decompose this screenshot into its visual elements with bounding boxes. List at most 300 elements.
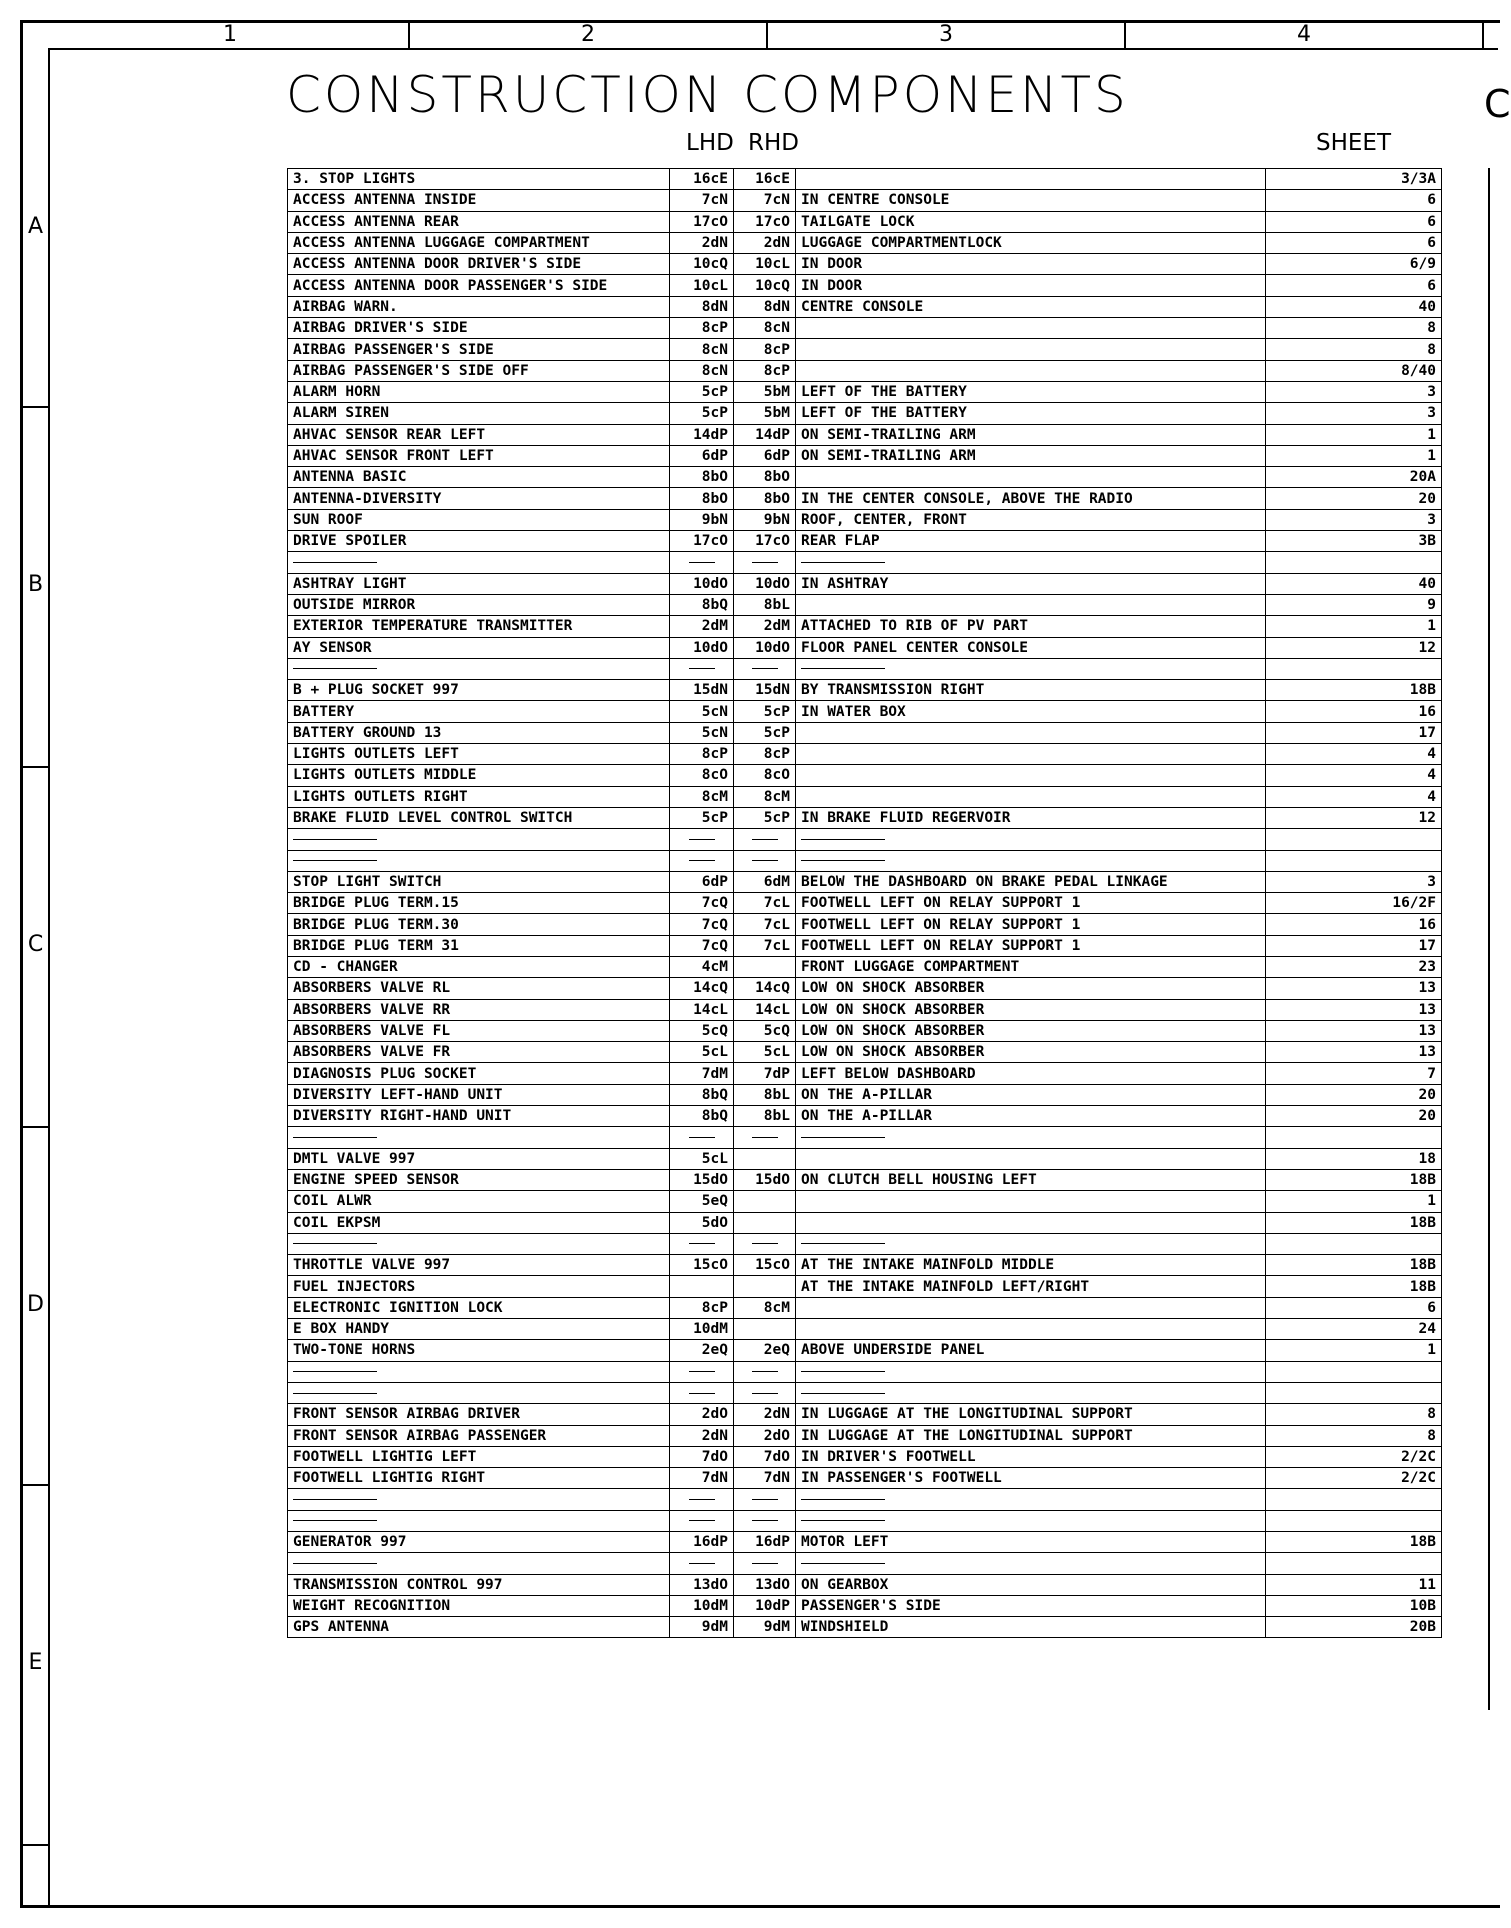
lhd-location-cell: 10dO [670, 573, 734, 594]
rhd-location-cell: 10dO [734, 637, 796, 658]
installation-location-cell: BELOW THE DASHBOARD ON BRAKE PEDAL LINKAGE [796, 871, 1266, 892]
lhd-location-cell: 8bO [670, 488, 734, 509]
sheet-number-cell: 3 [1266, 509, 1442, 530]
table-row [288, 573, 1442, 594]
sheet-number-cell: 40 [1266, 573, 1442, 594]
rhd-location-cell [734, 1191, 796, 1212]
component-name-cell: THROTTLE VALVE 997 [288, 1255, 670, 1276]
component-name-cell [288, 1510, 670, 1531]
grid-row-divider [23, 1126, 48, 1128]
component-name-cell: GENERATOR 997 [288, 1532, 670, 1553]
sheet-number-cell: 8 [1266, 1404, 1442, 1425]
installation-location-cell [796, 1553, 1266, 1574]
grid-column-divider [408, 22, 410, 48]
component-name-cell: ACCESS ANTENNA INSIDE [288, 190, 670, 211]
lhd-location-cell: 2eQ [670, 1340, 734, 1361]
installation-location-cell: ROOF, CENTER, FRONT [796, 509, 1266, 530]
table-row [288, 169, 1442, 190]
grid-row-marker: D [27, 1292, 44, 1317]
table-row-blank [288, 1510, 1442, 1531]
table-row [288, 1574, 1442, 1595]
table-row [288, 722, 1442, 743]
installation-location-cell: ON CLUTCH BELL HOUSING LEFT [796, 1169, 1266, 1190]
sheet-number-cell [1266, 1127, 1442, 1148]
sheet-number-cell: 11 [1266, 1574, 1442, 1595]
lhd-location-cell: 8cP [670, 744, 734, 765]
table-row-blank [288, 1233, 1442, 1254]
table-row [288, 1425, 1442, 1446]
table-row [288, 1084, 1442, 1105]
placeholder-dash [689, 1499, 715, 1500]
grid-column-marker: 2 [581, 22, 595, 47]
sheet-number-cell: 6 [1266, 190, 1442, 211]
rhd-location-cell: 7cL [734, 914, 796, 935]
table-row [288, 1020, 1442, 1041]
component-name-cell: BATTERY GROUND 13 [288, 722, 670, 743]
lhd-location-cell [670, 1233, 734, 1254]
table-row [288, 1191, 1442, 1212]
sheet-number-cell: 18B [1266, 1255, 1442, 1276]
table-row [288, 1106, 1442, 1127]
rhd-location-cell [734, 1212, 796, 1233]
placeholder-dash [752, 1393, 778, 1394]
installation-location-cell: FOOTWELL LEFT ON RELAY SUPPORT 1 [796, 935, 1266, 956]
lhd-location-cell: 5cP [670, 807, 734, 828]
component-name-cell [288, 1553, 670, 1574]
sheet-number-cell: 1 [1266, 424, 1442, 445]
component-name-cell: BRIDGE PLUG TERM 31 [288, 935, 670, 956]
rhd-location-cell: 14dP [734, 424, 796, 445]
lhd-location-cell: 7dO [670, 1446, 734, 1467]
rhd-location-cell: 6dM [734, 871, 796, 892]
table-row [288, 637, 1442, 658]
placeholder-dash [801, 839, 885, 840]
installation-location-cell: IN DOOR [796, 254, 1266, 275]
component-name-cell: CD - CHANGER [288, 956, 670, 977]
component-name-cell: OUTSIDE MIRROR [288, 594, 670, 615]
header-lhd: LHD [686, 130, 734, 156]
rhd-location-cell [734, 1553, 796, 1574]
lhd-location-cell [670, 1510, 734, 1531]
placeholder-dash [801, 1393, 885, 1394]
placeholder-dash [752, 860, 778, 861]
grid-row-marker: B [27, 572, 44, 597]
sheet-number-cell: 1 [1266, 1340, 1442, 1361]
installation-location-cell: CENTRE CONSOLE [796, 296, 1266, 317]
table-row [288, 1212, 1442, 1233]
installation-location-cell: FLOOR PANEL CENTER CONSOLE [796, 637, 1266, 658]
component-name-cell: TRANSMISSION CONTROL 997 [288, 1574, 670, 1595]
sheet-number-cell: 8 [1266, 318, 1442, 339]
placeholder-dash [689, 839, 715, 840]
table-row [288, 1617, 1442, 1638]
component-name-cell: ABSORBERS VALVE RR [288, 999, 670, 1020]
sheet-number-cell: 13 [1266, 978, 1442, 999]
lhd-location-cell: 8bQ [670, 1106, 734, 1127]
rhd-location-cell: 8cM [734, 1297, 796, 1318]
sheet-number-cell [1266, 1553, 1442, 1574]
sheet-number-cell: 18B [1266, 1169, 1442, 1190]
placeholder-dash [689, 1563, 715, 1564]
component-name-cell [288, 1382, 670, 1403]
sheet-number-cell: 3 [1266, 871, 1442, 892]
table-row [288, 488, 1442, 509]
sheet-number-cell [1266, 850, 1442, 871]
header-rhd: RHD [748, 130, 799, 156]
table-row-blank [288, 829, 1442, 850]
table-row [288, 445, 1442, 466]
table-row [288, 616, 1442, 637]
placeholder-dash [293, 1520, 377, 1521]
installation-location-cell: BY TRANSMISSION RIGHT [796, 680, 1266, 701]
table-row [288, 1319, 1442, 1340]
sheet-number-cell: 8 [1266, 1425, 1442, 1446]
rhd-location-cell [734, 1127, 796, 1148]
installation-location-cell: LOW ON SHOCK ABSORBER [796, 1042, 1266, 1063]
lhd-location-cell: 8cN [670, 339, 734, 360]
grid-column-marker: 3 [939, 22, 953, 47]
sheet-number-cell: 1 [1266, 1191, 1442, 1212]
grid-row-divider [23, 1484, 48, 1486]
component-name-cell: SUN ROOF [288, 509, 670, 530]
lhd-location-cell [670, 1361, 734, 1382]
lhd-location-cell: 2dM [670, 616, 734, 637]
installation-location-cell: LOW ON SHOCK ABSORBER [796, 978, 1266, 999]
lhd-location-cell: 15dO [670, 1169, 734, 1190]
lhd-location-cell: 5dO [670, 1212, 734, 1233]
placeholder-dash [293, 1393, 377, 1394]
placeholder-dash [801, 1499, 885, 1500]
table-row [288, 1595, 1442, 1616]
installation-location-cell: ON SEMI-TRAILING ARM [796, 424, 1266, 445]
rhd-location-cell: 8cO [734, 765, 796, 786]
lhd-location-cell: 5cL [670, 1042, 734, 1063]
component-name-cell: AIRBAG WARN. [288, 296, 670, 317]
cut-off-title-letter: C [1484, 82, 1511, 126]
installation-location-cell: MOTOR LEFT [796, 1532, 1266, 1553]
placeholder-dash [752, 1499, 778, 1500]
component-name-cell: FRONT SENSOR AIRBAG DRIVER [288, 1404, 670, 1425]
table-row [288, 786, 1442, 807]
rhd-location-cell: 8bO [734, 467, 796, 488]
placeholder-dash [752, 1371, 778, 1372]
rhd-location-cell: 8bO [734, 488, 796, 509]
installation-location-cell [796, 1191, 1266, 1212]
rhd-location-cell: 7cL [734, 935, 796, 956]
placeholder-dash [293, 1137, 377, 1138]
installation-location-cell: WINDSHIELD [796, 1617, 1266, 1638]
lhd-location-cell: 2dN [670, 1425, 734, 1446]
lhd-location-cell: 8dN [670, 296, 734, 317]
placeholder-dash [689, 1137, 715, 1138]
table-row [288, 509, 1442, 530]
sheet-number-cell: 12 [1266, 807, 1442, 828]
installation-location-cell [796, 1233, 1266, 1254]
lhd-location-cell [670, 829, 734, 850]
table-row [288, 594, 1442, 615]
component-name-cell: AHVAC SENSOR FRONT LEFT [288, 445, 670, 466]
installation-location-cell: REAR FLAP [796, 531, 1266, 552]
component-name-cell [288, 1233, 670, 1254]
table-row-blank [288, 1382, 1442, 1403]
grid-column-marker: 4 [1297, 22, 1311, 47]
component-name-cell: ELECTRONIC IGNITION LOCK [288, 1297, 670, 1318]
lhd-location-cell: 17cO [670, 211, 734, 232]
components-table [287, 168, 1442, 1638]
installation-location-cell [796, 467, 1266, 488]
component-name-cell: DRIVE SPOILER [288, 531, 670, 552]
placeholder-dash [801, 1563, 885, 1564]
lhd-location-cell: 5cQ [670, 1020, 734, 1041]
rhd-location-cell: 13dO [734, 1574, 796, 1595]
rhd-location-cell [734, 1382, 796, 1403]
placeholder-dash [752, 562, 778, 563]
placeholder-dash [689, 1393, 715, 1394]
rhd-location-cell: 15dN [734, 680, 796, 701]
sheet-number-cell [1266, 1382, 1442, 1403]
rhd-location-cell: 8bL [734, 1106, 796, 1127]
installation-location-cell: AT THE INTAKE MAINFOLD LEFT/RIGHT [796, 1276, 1266, 1297]
sheet-number-cell: 6/9 [1266, 254, 1442, 275]
placeholder-dash [293, 1371, 377, 1372]
placeholder-dash [801, 860, 885, 861]
component-name-cell: ACCESS ANTENNA LUGGAGE COMPARTMENT [288, 232, 670, 253]
installation-location-cell [796, 1127, 1266, 1148]
placeholder-dash [293, 1243, 377, 1244]
table-row [288, 1404, 1442, 1425]
sheet-number-cell: 20B [1266, 1617, 1442, 1638]
rhd-location-cell: 8cN [734, 318, 796, 339]
rhd-location-cell: 2dN [734, 1404, 796, 1425]
lhd-location-cell [670, 552, 734, 573]
rhd-location-cell: 10cQ [734, 275, 796, 296]
table-row-blank [288, 552, 1442, 573]
sheet-number-cell: 13 [1266, 1020, 1442, 1041]
sheet-number-cell: 18B [1266, 680, 1442, 701]
table-row [288, 190, 1442, 211]
component-name-cell: BRIDGE PLUG TERM.15 [288, 893, 670, 914]
sheet-number-cell [1266, 1489, 1442, 1510]
installation-location-cell: ON SEMI-TRAILING ARM [796, 445, 1266, 466]
component-name-cell: TWO-TONE HORNS [288, 1340, 670, 1361]
rhd-location-cell: 5bM [734, 381, 796, 402]
component-name-cell: COIL ALWR [288, 1191, 670, 1212]
component-name-cell: AIRBAG DRIVER'S SIDE [288, 318, 670, 339]
lhd-location-cell [670, 1276, 734, 1297]
rhd-location-cell: 10dP [734, 1595, 796, 1616]
installation-location-cell: LEFT OF THE BATTERY [796, 403, 1266, 424]
installation-location-cell [796, 1319, 1266, 1340]
component-name-cell: ANTENNA-DIVERSITY [288, 488, 670, 509]
rhd-location-cell: 5cP [734, 722, 796, 743]
placeholder-dash [801, 1243, 885, 1244]
rhd-location-cell [734, 552, 796, 573]
sheet-number-cell: 6 [1266, 275, 1442, 296]
installation-location-cell: ON THE A-PILLAR [796, 1084, 1266, 1105]
placeholder-dash [293, 839, 377, 840]
installation-location-cell [796, 1148, 1266, 1169]
table-row [288, 467, 1442, 488]
table-row [288, 381, 1442, 402]
placeholder-dash [752, 1243, 778, 1244]
installation-location-cell: IN THE CENTER CONSOLE, ABOVE THE RADIO [796, 488, 1266, 509]
table-row [288, 999, 1442, 1020]
table-row [288, 211, 1442, 232]
table-row [288, 424, 1442, 445]
table-row [288, 765, 1442, 786]
rhd-location-cell: 5cL [734, 1042, 796, 1063]
installation-location-cell: IN DRIVER'S FOOTWELL [796, 1446, 1266, 1467]
rhd-location-cell: 7cL [734, 893, 796, 914]
table-row [288, 254, 1442, 275]
sheet-number-cell [1266, 1361, 1442, 1382]
grid-row-divider [23, 406, 48, 408]
rhd-location-cell [734, 1361, 796, 1382]
table-row [288, 1297, 1442, 1318]
installation-location-cell [796, 850, 1266, 871]
rhd-location-cell: 9bN [734, 509, 796, 530]
sheet-number-cell: 3/3A [1266, 169, 1442, 190]
rhd-location-cell [734, 1510, 796, 1531]
sheet-number-cell: 18B [1266, 1212, 1442, 1233]
rhd-location-cell: 8bL [734, 1084, 796, 1105]
component-name-cell: ABSORBERS VALVE RL [288, 978, 670, 999]
rhd-location-cell: 8cP [734, 339, 796, 360]
lhd-location-cell: 8bQ [670, 594, 734, 615]
lhd-location-cell [670, 1127, 734, 1148]
table-row [288, 978, 1442, 999]
table-row-blank [288, 1361, 1442, 1382]
lhd-location-cell: 10dM [670, 1595, 734, 1616]
component-name-cell: BATTERY [288, 701, 670, 722]
sheet-number-cell [1266, 658, 1442, 679]
lhd-location-cell: 15cO [670, 1255, 734, 1276]
sheet-number-cell: 20 [1266, 488, 1442, 509]
sheet-number-cell: 1 [1266, 616, 1442, 637]
installation-location-cell: TAILGATE LOCK [796, 211, 1266, 232]
component-name-cell: FOOTWELL LIGHTIG RIGHT [288, 1468, 670, 1489]
table-row [288, 1340, 1442, 1361]
installation-location-cell: IN LUGGAGE AT THE LONGITUDINAL SUPPORT [796, 1425, 1266, 1446]
component-name-cell [288, 829, 670, 850]
placeholder-dash [752, 1137, 778, 1138]
table-row-blank [288, 1489, 1442, 1510]
sheet-number-cell [1266, 1233, 1442, 1254]
lhd-location-cell: 9dM [670, 1617, 734, 1638]
component-name-cell: AY SENSOR [288, 637, 670, 658]
sheet-number-cell: 1 [1266, 445, 1442, 466]
component-name-cell: ALARM HORN [288, 381, 670, 402]
installation-location-cell: ABOVE UNDERSIDE PANEL [796, 1340, 1266, 1361]
rhd-location-cell: 5cP [734, 807, 796, 828]
sheet-number-cell: 13 [1266, 1042, 1442, 1063]
component-name-cell: AIRBAG PASSENGER'S SIDE OFF [288, 360, 670, 381]
component-name-cell: ASHTRAY LIGHT [288, 573, 670, 594]
rhd-location-cell [734, 829, 796, 850]
table-row [288, 1276, 1442, 1297]
placeholder-dash [752, 1563, 778, 1564]
lhd-location-cell: 8cN [670, 360, 734, 381]
installation-location-cell [796, 1297, 1266, 1318]
installation-location-cell: LOW ON SHOCK ABSORBER [796, 1020, 1266, 1041]
table-row [288, 318, 1442, 339]
lhd-location-cell: 14cQ [670, 978, 734, 999]
rhd-location-cell [734, 658, 796, 679]
components-table-body [288, 169, 1442, 1638]
table-row [288, 744, 1442, 765]
grid-row-divider [23, 1844, 48, 1846]
rhd-location-cell [734, 956, 796, 977]
grid-row-marker: A [27, 214, 44, 239]
table-row [288, 1148, 1442, 1169]
lhd-location-cell: 15dN [670, 680, 734, 701]
placeholder-dash [801, 668, 885, 669]
lhd-location-cell: 8cP [670, 318, 734, 339]
lhd-location-cell: 14dP [670, 424, 734, 445]
sheet-number-cell: 4 [1266, 765, 1442, 786]
lhd-location-cell: 7dM [670, 1063, 734, 1084]
table-row [288, 531, 1442, 552]
component-name-cell: E BOX HANDY [288, 1319, 670, 1340]
installation-location-cell: PASSENGER'S SIDE [796, 1595, 1266, 1616]
installation-location-cell [796, 552, 1266, 573]
lhd-location-cell: 7dN [670, 1468, 734, 1489]
rhd-location-cell: 14cL [734, 999, 796, 1020]
rhd-location-cell [734, 1276, 796, 1297]
lhd-location-cell: 6dP [670, 445, 734, 466]
lhd-location-cell: 8bQ [670, 1084, 734, 1105]
rhd-location-cell: 5cP [734, 701, 796, 722]
component-name-cell: AIRBAG PASSENGER'S SIDE [288, 339, 670, 360]
lhd-location-cell [670, 1553, 734, 1574]
rhd-location-cell: 15cO [734, 1255, 796, 1276]
sheet-number-cell: 17 [1266, 935, 1442, 956]
lhd-location-cell: 8cO [670, 765, 734, 786]
installation-location-cell: LEFT BELOW DASHBOARD [796, 1063, 1266, 1084]
component-name-cell: ACCESS ANTENNA DOOR PASSENGER'S SIDE [288, 275, 670, 296]
rhd-location-cell: 17cO [734, 531, 796, 552]
table-row [288, 275, 1442, 296]
rhd-location-cell: 9dM [734, 1617, 796, 1638]
sheet-number-cell: 17 [1266, 722, 1442, 743]
rhd-location-cell: 8cM [734, 786, 796, 807]
table-row-blank [288, 658, 1442, 679]
table-row [288, 935, 1442, 956]
table-row-blank [288, 1553, 1442, 1574]
installation-location-cell [796, 722, 1266, 743]
table-row [288, 893, 1442, 914]
lhd-location-cell: 8cP [670, 1297, 734, 1318]
header-sheet: SHEET [1316, 130, 1392, 156]
placeholder-dash [689, 1520, 715, 1521]
sheet-number-cell: 23 [1266, 956, 1442, 977]
component-name-cell: FRONT SENSOR AIRBAG PASSENGER [288, 1425, 670, 1446]
rhd-location-cell: 7cN [734, 190, 796, 211]
table-row [288, 871, 1442, 892]
placeholder-dash [752, 1520, 778, 1521]
lhd-location-cell: 2dO [670, 1404, 734, 1425]
sheet-number-cell: 6 [1266, 211, 1442, 232]
lhd-location-cell: 17cO [670, 531, 734, 552]
lhd-location-cell: 5cL [670, 1148, 734, 1169]
sheet-number-cell [1266, 552, 1442, 573]
rhd-location-cell: 10dO [734, 573, 796, 594]
component-name-cell: STOP LIGHT SWITCH [288, 871, 670, 892]
component-name-cell [288, 1127, 670, 1148]
placeholder-dash [689, 1371, 715, 1372]
sheet-number-cell: 3 [1266, 381, 1442, 402]
rhd-location-cell: 5bM [734, 403, 796, 424]
